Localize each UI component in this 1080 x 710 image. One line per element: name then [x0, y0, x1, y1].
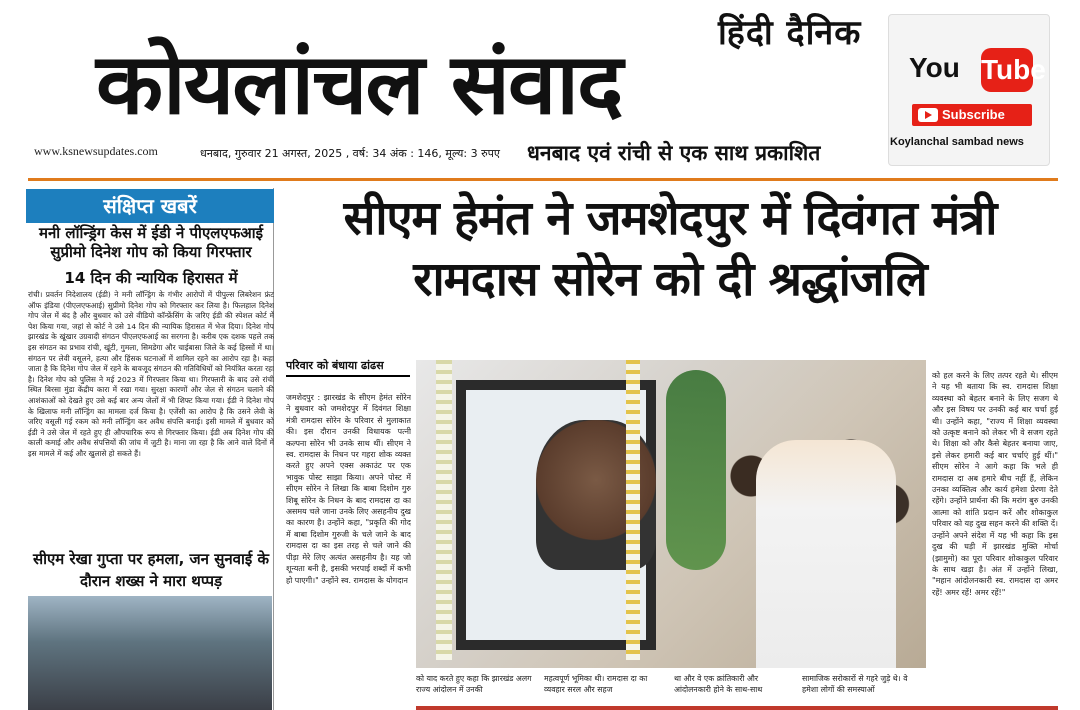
brief-headline-1[interactable]: मनी लॉन्ड्रिंग केस में ईडी ने पीएलएफआई सुप्रीमो दिनेश गोप को किया गिरफ्तार [39, 224, 263, 261]
story-column-1: जमशेदपुर : झारखंड के सीएम हेमंत सोरेन ने बुधवार को जमशेदपुर में दिवंगत शिक्षा मंत्री रामदास सोरेन के परिवार से मुलाकात की। इस दौरान उनकी विधायक पत्नी कल्पना सोरेन भी उनके साथ थीं। सीएम ने स्व. रामदास के निधन पर गहरा शोक व्यक्त करते हुए अपने एक्स अकाउंट पर एक भावुक पोस्ट साझा किया। अपने पोस्ट में सीएम सोरेन ने लिखा कि बाबा दिशोम गुरु शिबू सोरेन के निधन के बाद रामदास दा का असमय चले जाना उनके लिए असहनीय दुख का कारण है। उन्होंने कहा, "प्रकृति की गोद में बाबा दिशोम गुरुजी के चले जाने के बाद रामदास दा का इस तरह से चले जाने की पीड़ा मेरे लिए अत्यंत असहनीय है। यह जो शून्यता बनी है, इसकी भरपाई शब्दों में कभी हो पाएगी।" उन्होंने स्व. रामदास के योगदान [286, 393, 411, 585]
story-column-right: को हल करने के लिए तत्पर रहते थे। सीएम ने यह भी बताया कि स्व. रामदास शिक्षा व्यवस्था को बेहतर बनाने के लिए सजग थे और इस विषय पर उनकी कई बार चर्चा हुई थी। उन्होंने कहा, "राज्य में शिक्षा व्यवस्था को उत्कृष्ट बनाने को लेकर भी वे सजग रहते थे। शिक्षा को और कैसे बेहतर बनाया जाए, इसे लेकर हमारी कई बार चर्चाएं हुई थीं।" सीएम सोरेन ने आगे कहा कि भले ही रामदास दा अब हमारे बीच नहीं हैं, लेकिन उनका व्यक्तित्व और कार्य हमेशा प्रेरणा देते रहेंगे। उन्होंने प्रार्थना की कि मरांग बुरु उनकी आत्मा को शांति प्रदान करें और शोकाकुल परिवार को यह दुख सहन करने की शक्ति दें। उन्होंने अपने संदेश में यह भी कहा कि इस दुख की घड़ी में झारखंड मुक्ति मोर्चा (झामुमो) का पूरा परिवार शोकाकुल परिवार के साथ खड़ा है। अंत में उन्होंने लिखा, "महान आंदोलनकारी स्व. रामदास दा अमर रहें! अमर रहें! अमर रहें!" [932, 371, 1058, 597]
lede-underline [286, 375, 410, 377]
garland-left [436, 360, 452, 660]
youtube-logo-tube: Tube [981, 48, 1033, 92]
chief-minister-figure [756, 440, 896, 668]
masthead-tag: हिंदी दैनिक [718, 13, 862, 53]
dateline: धनबाद, गुरुवार 21 अगस्त, 2025 , वर्ष: 34 अंक : 146, मूल्य: 3 रुपए [200, 147, 500, 160]
garland-right [626, 360, 640, 660]
lede-label: परिवार को बंधाया ढांढस [286, 359, 384, 372]
newspaper-title: कोयलांचल संवाद [96, 35, 622, 133]
tribute-photo [416, 360, 926, 668]
play-icon [918, 108, 938, 122]
brief-headline-2[interactable]: सीएम रेखा गुप्ता पर हमला, जन सुनवाई के दौरान शख्स ने मारा थप्पड़ [32, 550, 269, 590]
website-link[interactable]: www.ksnewsupdates.com [34, 144, 158, 158]
story-text-under-photo-3: था और वे एक क्रांतिकारी और आंदोलनकारी होने के साथ-साथ [674, 674, 763, 694]
story-text-under-photo-2: महत्वपूर्ण भूमिका थी। रामदास दा का व्यवहार सरल और सहज [544, 674, 648, 694]
story-text-under-photo-1: को याद करते हुए कहा कि झारखंड अलग राज्य आंदोलन में उनकी [416, 674, 532, 694]
brief-body-1: रांची। प्रवर्तन निदेशालय (ईडी) ने मनी लॉन्ड्रिंग के गंभीर आरोपों में पीपुल्स लिबरेशन फ्रंट ऑफ इंडिया (पीएलएफआई) सुप्रीमो दिनेश गोप को गिरफ्तार कर लिया है। फिलहाल दिनेश गोप जेल में बंद है और बुधवार को उसे वीडियो कॉन्फ्रेंसिंग के जरिए ईडी की स्पेशल कोर्ट में पेश किया गया, जहां से कोर्ट ने उसे 14 दिन की न्यायिक हिरासत में भेज दिया। दिनेश गोप झारखंड के खूंखार उग्रवादी संगठन पीएलएफआई का सरगना है। करीब एक दशक पहले तक इस संगठन का प्रभाव रांची, खूंटी, गुमला, सिमडेगा और चाईबासा जिले के कई हिस्सों में था। संगठन पर लेवी वसूलने, हत्या और हिंसक घटनाओं में शामिल रहने का आरोप रहा है। कहा जाता है कि दिनेश गोप जेल में रहने के बावजूद संगठन की गतिविधियों को नियंत्रित करता रहा है। दिनेश गोप को पुलिस ने मई 2023 में गिरफ्तार किया था। गिरफ्तारी के बाद उसे रांची स्थित बिरसा मुंडा केंद्रीय कारा में रखा गया। सुरक्षा कारणों और जेल से संगठन चलाने की आशंकाओं को देखते हुए उसे कई बार अन्य जेलों में भी शिफ्ट किया गया। ईडी ने दिनेश गोप के खिलाफ मनी लॉन्ड्रिंग का मामला दर्ज किया है। एजेंसी का आरोप है कि उसने लेवी के जरिए वसूली गई रकम को मनी लॉन्ड्रिंग कर अवैध संपत्ति बनाई। इसी मामले में बुधवार को ईडी ने उसे जेल में रहते हुए ही औपचारिक रूप से गिरफ्तार किया। ईडी अब दिनेश गोप की काली कमाई और अवैध संपत्तियों की जांच में जुटी है। माना जा रहा है कि आने वाले दिनों में इस मामले में कई और खुलासे हो सकते हैं। [28, 290, 274, 458]
sidebar-header: संक्षिप्त खबरें [26, 189, 274, 223]
tagline: धनबाद एवं रांची से एक साथ प्रकाशित [527, 141, 821, 165]
brief-photo-2 [28, 596, 272, 710]
channel-name: Koylanchal sambad news [890, 136, 1024, 148]
main-headline[interactable]: सीएम हेमंत ने जमशेदपुर में दिवंगत मंत्री रामदास सोरेन को दी श्रद्धांजलि [343, 191, 997, 307]
bottom-rule [416, 706, 1058, 710]
story-text-under-photo-4: सामाजिक सरोकारों से गहरे जुड़े थे। वे हमेशा लोगों की समस्याओं [802, 674, 908, 694]
subscribe-button[interactable]: Subscribe [912, 104, 1032, 126]
youtube-logo-text: You [909, 52, 960, 83]
masthead-divider [28, 178, 1058, 181]
brief-subhead-1: 14 दिन की न्यायिक हिरासत में [64, 269, 238, 287]
